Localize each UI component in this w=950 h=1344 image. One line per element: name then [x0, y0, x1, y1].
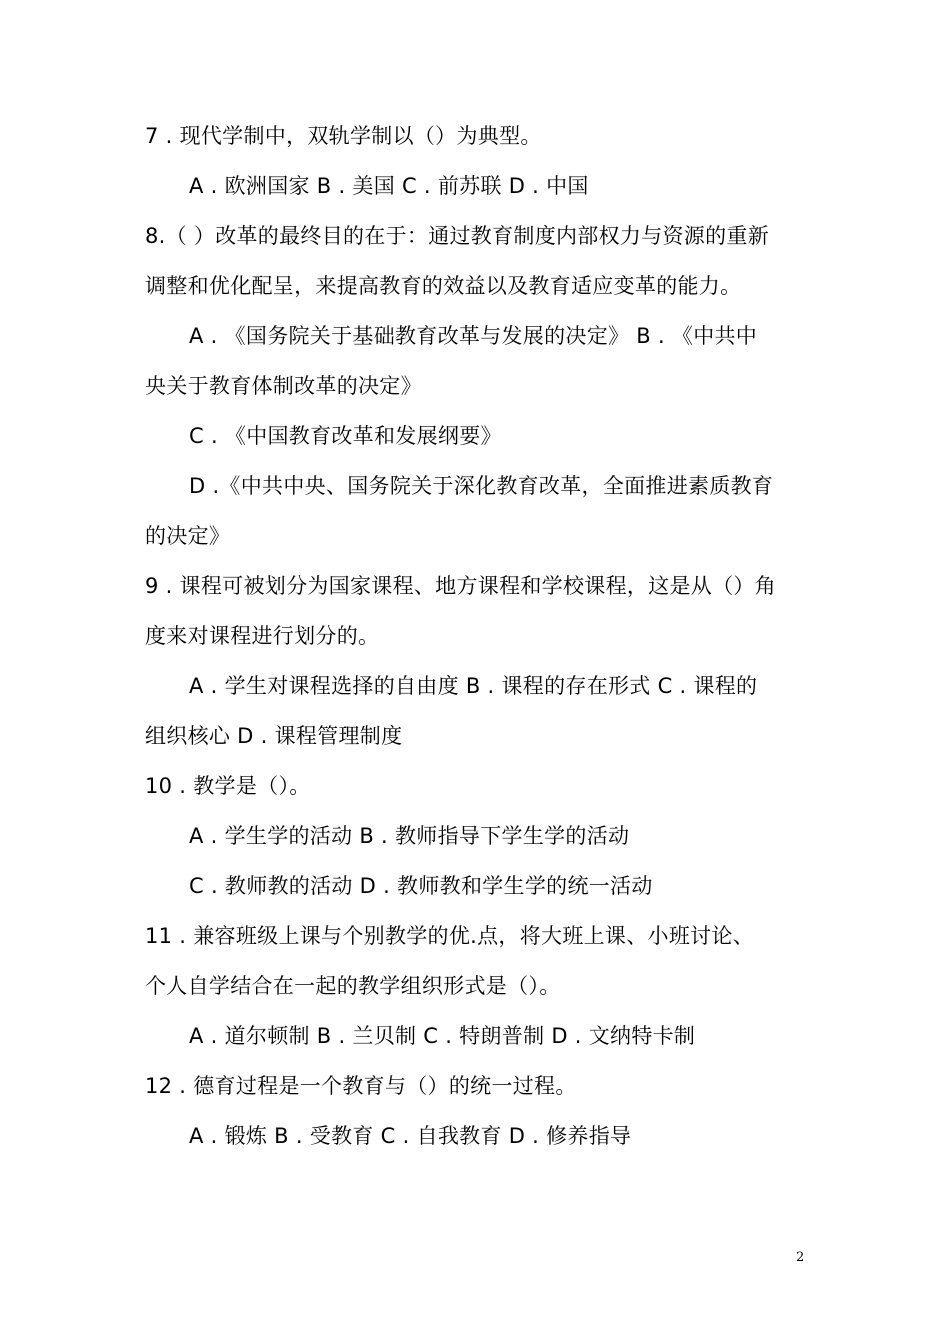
question-9-options-line-1: A . 学生对课程选择的自由度 B . 课程的存在形式 C . 课程的	[189, 674, 758, 698]
question-10-options-line-1: A . 学生学的活动 B . 教师指导下学生学的活动	[189, 824, 630, 848]
question-12-options: A . 锻炼 B . 受教育 C . 自我教育 D . 修养指导	[189, 1124, 632, 1148]
question-7-options: A . 欧洲国家 B . 美国 C . 前苏联 D . 中国	[189, 174, 589, 198]
question-content	[145, 111, 810, 1161]
question-11-stem-line-1: 11 . 兼容班级上课与个别教学的优.点，将大班上课、小班讨论、	[145, 924, 755, 948]
question-9-options-line-2: 组织核心 D . 课程管理制度	[145, 724, 403, 748]
question-8-stem-line-2: 调整和优化配呈，来提高教育的效益以及教育适应变革的能力。	[145, 274, 742, 298]
question-10-stem: 10 . 教学是（）。	[145, 774, 311, 798]
question-9-stem-line-1: 9 . 课程可被划分为国家课程、地方课程和学校课程，这是从（）角	[145, 574, 776, 598]
question-11-stem-line-2: 个人自学结合在一起的教学组织形式是（）。	[145, 974, 561, 998]
question-10-options-line-2: C . 教师教的活动 D . 教师教和学生学的统一活动	[189, 874, 653, 898]
question-8-option-c: C . 《中国教育改革和发展纲要》	[189, 424, 502, 448]
question-8-options-line-2: 央关于教育体制改革的决定》	[145, 374, 422, 398]
question-11-options: A . 道尔顿制 B . 兰贝制 C . 特朗普制 D . 文纳特卡制	[189, 1024, 696, 1048]
question-8-option-d-line-1: D .《中共中央、国务院关于深化教育改革，全面推进素质教育	[189, 474, 774, 498]
question-9-stem-line-2: 度来对课程进行划分的。	[145, 624, 380, 648]
question-7-stem: 7 . 现代学制中，双轨学制以（）为典型。	[145, 124, 542, 148]
question-12-stem: 12 . 德育过程是一个教育与（）的统一过程。	[145, 1074, 577, 1098]
question-8-option-d-line-2: 的决定》	[145, 524, 231, 548]
question-8-options-line-1: A . 《国务院关于基础教育改革与发展的决定》 B . 《中共中	[189, 324, 758, 348]
page-number: 2	[796, 1250, 805, 1265]
question-8-stem-line-1: 8.（ ）改革的最终目的在于：通过教育制度内部权力与资源的重新	[145, 224, 770, 248]
